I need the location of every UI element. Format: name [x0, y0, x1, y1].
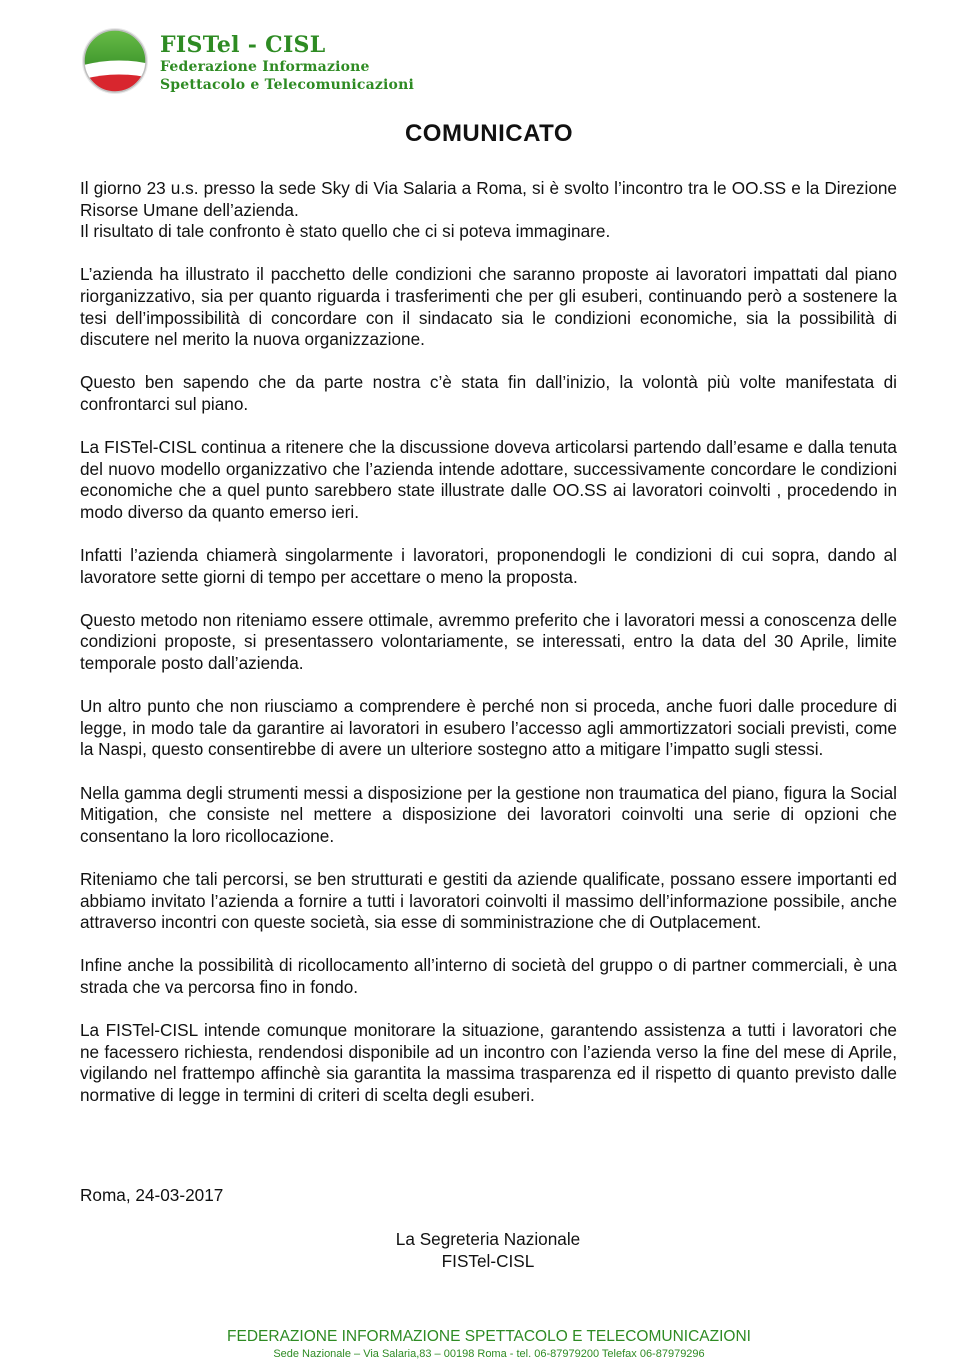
brand-name: FISTel - CISL: [160, 32, 326, 58]
paragraph: Nella gamma degli strumenti messi a disposizione per la gestione non traumatica del piano, figura la Social Mitigation, che consiste nel mettere a disposizione dei lavoratori coinvolti una serie di opzioni che consentano la loro ricollocazione.: [80, 782, 897, 846]
footer: [0, 1328, 978, 1361]
paragraph: Riteniamo che tali percorsi, se ben strutturati e gestiti da aziende qualificate, possano essere importanti ed abbiamo invitato l’azienda a fornire a tutti i lavoratori coinvolti il massimo dell’informazione possibile, anche attraverso incontri con queste società, sia esse di somministrazione che di Outplacement.: [80, 869, 897, 933]
footer-address: Sede Nazionale – Via Salaria,83 – 00198 Roma - tel. 06-87979200 Telefax 06-87979296: [273, 1348, 705, 1360]
paragraph-line: Il giorno 23 u.s. presso la sede Sky di Via Salaria a Roma, si è svolto l’incontro tra le OO.SS e la Direzione Risorse Umane dell’azienda.: [80, 178, 897, 220]
date-line: Roma, 24-03-2017: [80, 1185, 224, 1205]
letterhead: [80, 24, 500, 104]
fistel-cisl-logo-icon: [80, 26, 150, 96]
brand-block: [160, 32, 414, 94]
paragraph-intro: [80, 178, 897, 243]
paragraph: Questo metodo non riteniamo essere ottimale, avremmo preferito che i lavoratori messi a conoscenza delle condizioni proposte, si presentassero volontariamente, se interessati, entro la data del 30 Aprile, limite temporale posto dall’azienda.: [80, 609, 897, 674]
paragraph: Un altro punto che non riusciamo a comprendere è perché non si proceda, anche fuori dalle procedure di legge, in modo tale da garantire ai lavoratori in esubero l’accesso agli ammortizzatori sociali previsti, come la Naspi, questo consentirebbe di avere un ulteriore sostegno atto a mitigare l’impatto sugli stessi.: [80, 696, 897, 760]
document-body: [80, 178, 897, 1128]
page-title: COMUNICATO: [404, 120, 574, 147]
paragraph: Infatti l’azienda chiamerà singolarmente i lavoratori, proponendogli le condizioni di cui sopra, dando al lavoratore sette giorni di tempo per accettare o meno la proposta.: [80, 545, 897, 587]
signature-line-1: La Segreteria Nazionale: [395, 1229, 581, 1249]
brand-subtitle-2: Spettacolo e Telecomunicazioni: [160, 77, 414, 93]
signature-line-2: FISTel-CISL: [441, 1251, 535, 1271]
paragraph: La FISTel-CISL continua a ritenere che la discussione doveva articolarsi partendo dall’esame e dalla tenuta del nuovo modello organizzativo che l’azienda intende adottare, successivamente concordare le condizioni economiche che a quel punto sarebbero state illustrate dalle OO.SS ai lavoratori coinvolti , procedendo in modo diverso da quanto emerso ieri.: [80, 437, 897, 522]
paragraph: Questo ben sapendo che da parte nostra c’è stata fin dall’inizio, la volontà più volte manifestata di confrontarci sul piano.: [80, 372, 897, 414]
paragraph: La FISTel-CISL intende comunque monitorare la situazione, garantendo assistenza a tutti i lavoratori che ne facessero richiesta, rendendosi disponibile ad un incontro con l’azienda verso la fine del mese di Aprile, vigilando nel frattempo affinchè sia garantita la massima trasparenza ed il rispetto di quanto previsto dalle normative di legge in termini di criteri di scelta degli esuberi.: [80, 1020, 897, 1105]
signature-block: [338, 1228, 638, 1272]
paragraph: Infine anche la possibilità di ricollocamento all’interno di società del gruppo o di partner commerciali, è una strada che va percorsa fino in fondo.: [80, 955, 897, 997]
paragraph-line: Il risultato di tale confronto è stato quello che ci si poteva immaginare.: [80, 221, 611, 242]
footer-organization: FEDERAZIONE INFORMAZIONE SPETTACOLO E TELECOMUNICAZIONI: [227, 1328, 751, 1345]
paragraph: L’azienda ha illustrato il pacchetto delle condizioni che saranno proposte ai lavoratori impattati dal piano riorganizzativo, sia per quanto riguarda i trasferimenti che per gli esuberi, continuando però a sostenere la tesi dell’impossibilità di concordare con il sindacato sia le condizioni economiche, sia la possibilità di discutere nel merito la nuova organizzazione.: [80, 264, 897, 350]
brand-subtitle-1: Federazione Informazione: [160, 59, 370, 75]
